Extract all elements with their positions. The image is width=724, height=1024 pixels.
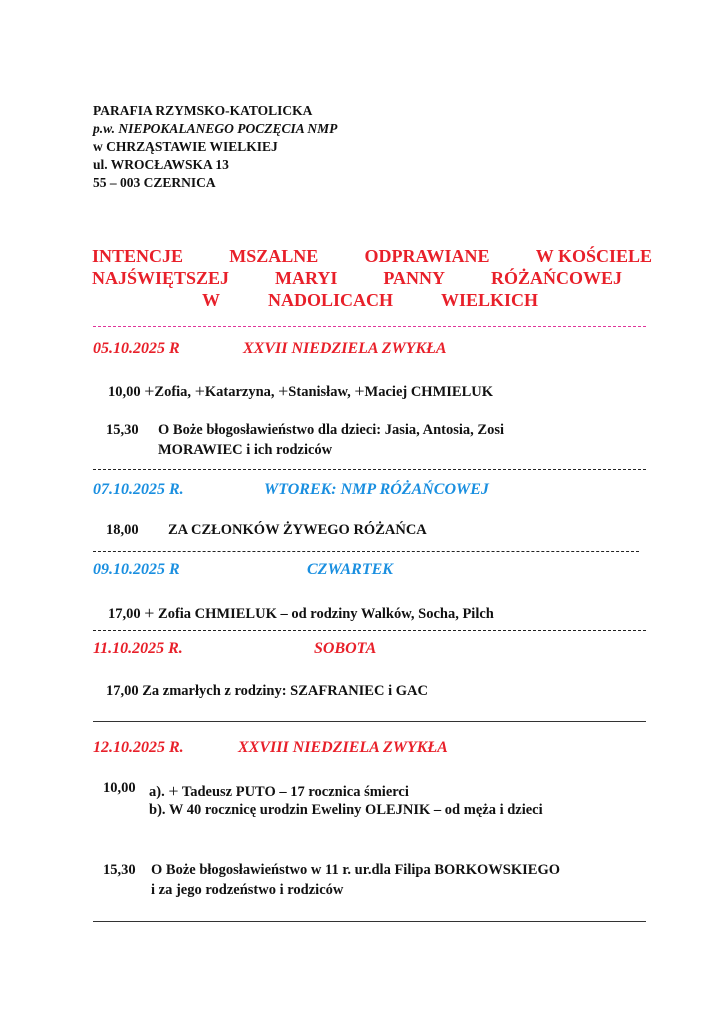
parish-name: PARAFIA RZYMSKO-KATOLICKA bbox=[93, 103, 313, 118]
mass-intention-line bbox=[149, 780, 409, 801]
intention-label: a). bbox=[149, 784, 165, 800]
title-word: WIELKICH bbox=[440, 290, 538, 310]
title-word: INTENCJE bbox=[92, 246, 184, 266]
mass-intention: ZA CZŁONKÓW ŻYWEGO RÓŻAŃCA bbox=[168, 522, 427, 538]
person: Katarzyna, bbox=[204, 384, 275, 400]
separator bbox=[93, 551, 639, 552]
mass-intention-line: b). W 40 rocznicę urodzin Eweliny OLEJNIK – od męża i dzieci bbox=[149, 802, 543, 818]
title-word: NAJŚWIĘTSZEJ bbox=[92, 268, 230, 288]
person: Zofia, bbox=[154, 384, 192, 400]
day-name: SOBOTA bbox=[314, 640, 377, 657]
separator bbox=[93, 921, 646, 922]
title-line-3 bbox=[202, 290, 538, 311]
cross-icon: + bbox=[354, 381, 365, 401]
cross-icon: + bbox=[278, 381, 289, 401]
person: Stanisław, bbox=[288, 384, 351, 400]
intention-text: Tadeusz PUTO – 17 rocznica śmierci bbox=[181, 784, 409, 800]
separator bbox=[93, 326, 646, 327]
mass-time: 15,30 bbox=[103, 862, 136, 878]
person: Maciej CHMIELUK bbox=[364, 384, 494, 400]
title-line-1 bbox=[92, 246, 652, 267]
separator bbox=[93, 630, 646, 631]
separator bbox=[93, 721, 646, 722]
day-name: XXVII NIEDZIELA ZWYKŁA bbox=[243, 340, 447, 357]
title-word: NADOLICACH bbox=[267, 290, 393, 310]
mass-time: 10,00 bbox=[103, 780, 136, 796]
mass-time: 15,30 bbox=[106, 422, 139, 438]
mass-time: 18,00 bbox=[106, 522, 139, 538]
mass-intention-line: i za jego rodzeństwo i rodziców bbox=[151, 882, 344, 898]
cross-icon: + bbox=[144, 603, 155, 623]
title-line-2 bbox=[92, 268, 622, 289]
day-date: 09.10.2025 R bbox=[93, 561, 180, 578]
parish-dedication: p.w. NIEPOKALANEGO POCZĘCIA NMP bbox=[93, 121, 338, 136]
title-word: W KOŚCIELE bbox=[535, 246, 652, 266]
parish-location: w CHRZĄSTAWIE WIELKIEJ bbox=[93, 139, 278, 154]
separator bbox=[93, 469, 646, 470]
mass-intention: 17,00 Za zmarłych z rodziny: SZAFRANIEC i GAC bbox=[106, 683, 428, 699]
title-word: PANNY bbox=[383, 268, 446, 288]
mass-time: 10,00 bbox=[108, 384, 141, 400]
day-date: 07.10.2025 R. bbox=[93, 481, 184, 498]
title-word: W bbox=[202, 290, 220, 310]
day-date: 11.10.2025 R. bbox=[93, 640, 183, 657]
mass-intention bbox=[108, 602, 494, 623]
parish-street: ul. WROCŁAWSKA 13 bbox=[93, 157, 229, 172]
title-word: ODPRAWIANE bbox=[364, 246, 490, 266]
mass-intention-line: O Boże błogosławieństwo w 11 r. ur.dla Filipa BORKOWSKIEGO bbox=[151, 862, 561, 878]
mass-intention-line: O Boże błogosławieństwo dla dzieci: Jasia, Antosia, Zosi bbox=[158, 422, 505, 438]
cross-icon: + bbox=[168, 781, 179, 801]
day-name: XXVIII NIEDZIELA ZWYKŁA bbox=[238, 739, 448, 756]
cross-icon: + bbox=[194, 381, 205, 401]
intention-text: Zofia CHMIELUK – od rodziny Walków, Socha, Pilch bbox=[158, 606, 494, 622]
mass-time: 17,00 bbox=[108, 606, 141, 622]
day-date: 12.10.2025 R. bbox=[93, 739, 184, 756]
cross-icon: + bbox=[144, 381, 155, 401]
day-name: CZWARTEK bbox=[307, 561, 393, 578]
day-date: 05.10.2025 R bbox=[93, 340, 180, 357]
mass-intention bbox=[108, 380, 493, 401]
day-name: WTOREK: NMP RÓŻAŃCOWEJ bbox=[264, 481, 489, 498]
parish-postcode: 55 – 003 CZERNICA bbox=[93, 175, 216, 190]
title-word: MSZALNE bbox=[229, 246, 319, 266]
mass-intention-line: MORAWIEC i ich rodziców bbox=[158, 442, 333, 458]
title-word: MARYI bbox=[275, 268, 338, 288]
title-word: RÓŻAŃCOWEJ bbox=[490, 268, 622, 288]
